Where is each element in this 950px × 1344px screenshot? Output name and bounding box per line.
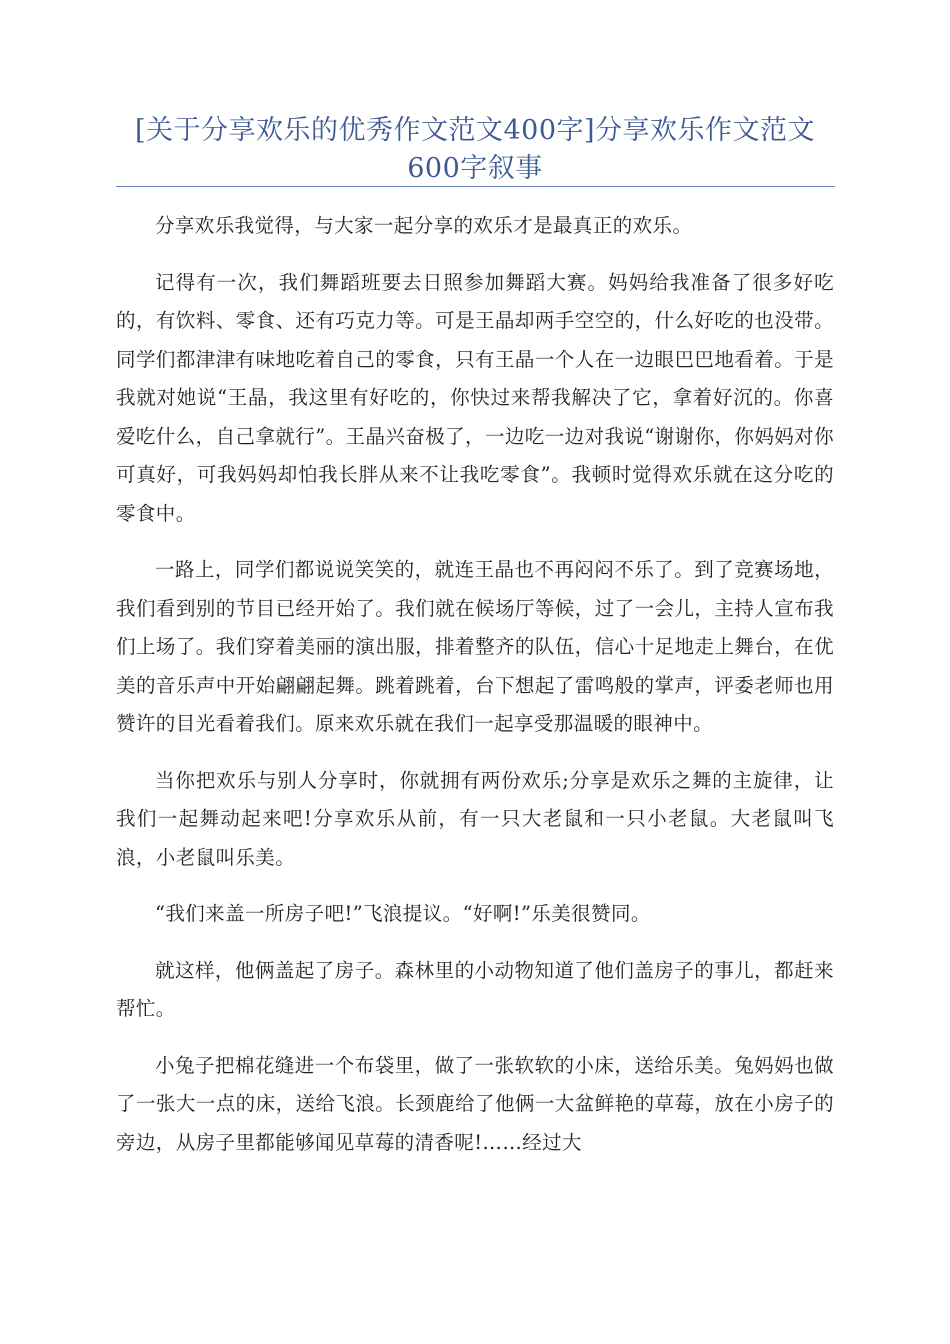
paragraph-4: 当你把欢乐与别人分享时，你就拥有两份欢乐;分享是欢乐之舞的主旋律，让我们一起舞动起来吧!分享欢乐从前，有一只大老鼠和一只小老鼠。大老鼠叫飞浪，小老鼠叫乐美。 [116, 768, 834, 869]
paragraph-5: “我们来盖一所房子吧!”飞浪提议。“好啊!”乐美很赞同。 [155, 902, 651, 925]
document-title: [关于分享欢乐的优秀作文范文400字]分享欢乐作文范文600字叙事 [134, 115, 816, 184]
paragraph-6: 就这样，他俩盖起了房子。森林里的小动物知道了他们盖房子的事儿，都赶来帮忙。 [116, 958, 834, 1020]
paragraph-2: 记得有一次，我们舞蹈班要去日照参加舞蹈大赛。妈妈给我准备了很多好吃的，有饮料、零食、还有巧克力等。可是王晶却两手空空的，什么好吃的也没带。同学们都津津有味地吃着自己的零食，只有王晶一个人在一边眼巴巴地看着。于是我就对她说“王晶，我这里有好吃的，你快过来帮我解决了它，拿着好沉的。你喜爱吃什么，自己拿就行”。王晶兴奋极了，一边吃一边对我说“谢谢你，你妈妈对你可真好，可我妈妈却怕我长胖从来不让我吃零食”。我顿时觉得欢乐就在这分吃的零食中。 [116, 270, 834, 525]
document-body [116, 207, 834, 1180]
title-divider [116, 186, 835, 187]
paragraph-1: 分享欢乐我觉得，与大家一起分享的欢乐才是最真正的欢乐。 [155, 214, 693, 237]
paragraph-7: 小兔子把棉花缝进一个布袋里，做了一张软软的小床，送给乐美。兔妈妈也做了一张大一点的床，送给飞浪。长颈鹿给了他俩一大盆鲜艳的草莓，放在小房子的旁边，从房子里都能够闻见草莓的清香呢!……经过大 [116, 1053, 834, 1154]
paragraph-3: 一路上，同学们都说说笑笑的，就连王晶也不再闷闷不乐了。到了竞赛场地，我们看到别的节目已经开始了。我们就在候场厅等候，过了一会儿，主持人宣布我们上场了。我们穿着美丽的演出服，排着整齐的队伍，信心十足地走上舞台，在优美的音乐声中开始翩翩起舞。跳着跳着，台下想起了雷鸣般的掌声，评委老师也用赞许的目光看着我们。原来欢乐就在我们一起享受那温暖的眼神中。 [116, 558, 834, 735]
